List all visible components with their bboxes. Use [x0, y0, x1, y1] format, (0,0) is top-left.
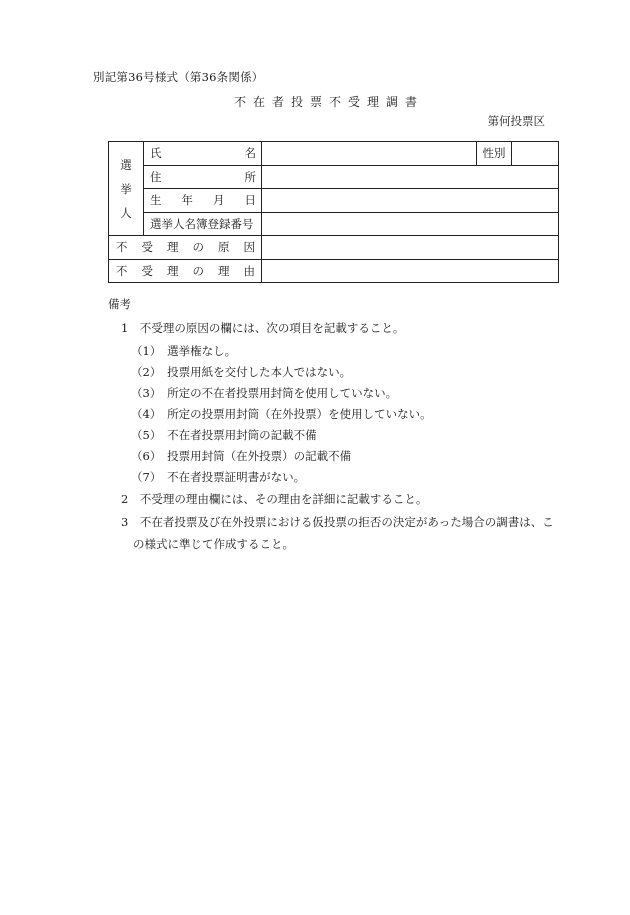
- remark-item: 1 不受理の原因の欄には、次の項目を記載すること。: [121, 321, 405, 335]
- table-row-birthdate: [109, 189, 559, 213]
- remark-subitem: （6） 投票用封筒（在外投票）の記載不備: [131, 449, 352, 463]
- remark-subitem: （1） 選挙権なし。: [131, 344, 237, 358]
- name-field[interactable]: [262, 142, 477, 166]
- address-label: 住 所: [144, 165, 262, 189]
- table-row-registry: [109, 212, 559, 236]
- table-row-cause: [109, 236, 559, 260]
- polling-district: 第何投票区: [487, 114, 545, 128]
- address-field[interactable]: [262, 165, 559, 189]
- table-row-name: [109, 142, 559, 166]
- remark-item: 3 不在者投票及び在外投票における仮投票の拒否の決定があった場合の調書は、こ: [121, 515, 554, 529]
- rejection-reason-label: 不 受 理 の 理 由: [109, 259, 262, 283]
- rejection-cause-label: 不 受 理 の 原 因: [109, 236, 262, 260]
- rejection-cause-field[interactable]: [262, 236, 559, 260]
- remark-item-continuation: の様式に準じて作成すること。: [133, 537, 294, 551]
- remark-subitem: （7） 不在者投票証明書がない。: [131, 470, 306, 484]
- remark-subitem: （3） 所定の不在者投票用封筒を使用していない。: [131, 386, 398, 400]
- form-reference: 別記第36号様式（第36条関係）: [93, 70, 264, 84]
- table-row-address: [109, 165, 559, 189]
- birthdate-label: 生 年 月 日: [144, 189, 262, 213]
- remark-subitem: （2） 投票用紙を交付した本人ではない。: [131, 365, 352, 379]
- registry-number-label: 選挙人名簿登録番号: [144, 212, 262, 236]
- sex-label: 性別: [477, 142, 512, 166]
- sex-field[interactable]: [512, 142, 559, 166]
- record-table: [108, 141, 559, 283]
- name-label: 氏 名: [144, 142, 262, 166]
- registry-number-field[interactable]: [262, 212, 559, 236]
- remark-subitem: （5） 不在者投票用封筒の記載不備: [131, 428, 317, 442]
- remarks-heading: 備考: [108, 297, 131, 311]
- remark-subitem: （4） 所定の投票用封筒（在外投票）を使用していない。: [131, 407, 432, 421]
- remark-item: 2 不受理の理由欄には、その理由を詳細に記載すること。: [121, 492, 428, 506]
- voter-group-label: 選 挙 人: [109, 142, 144, 236]
- birthdate-field[interactable]: [262, 189, 559, 213]
- table-row-reason: [109, 259, 559, 283]
- rejection-reason-field[interactable]: [262, 259, 559, 283]
- document-title: 不在者投票不受理調書: [233, 95, 424, 109]
